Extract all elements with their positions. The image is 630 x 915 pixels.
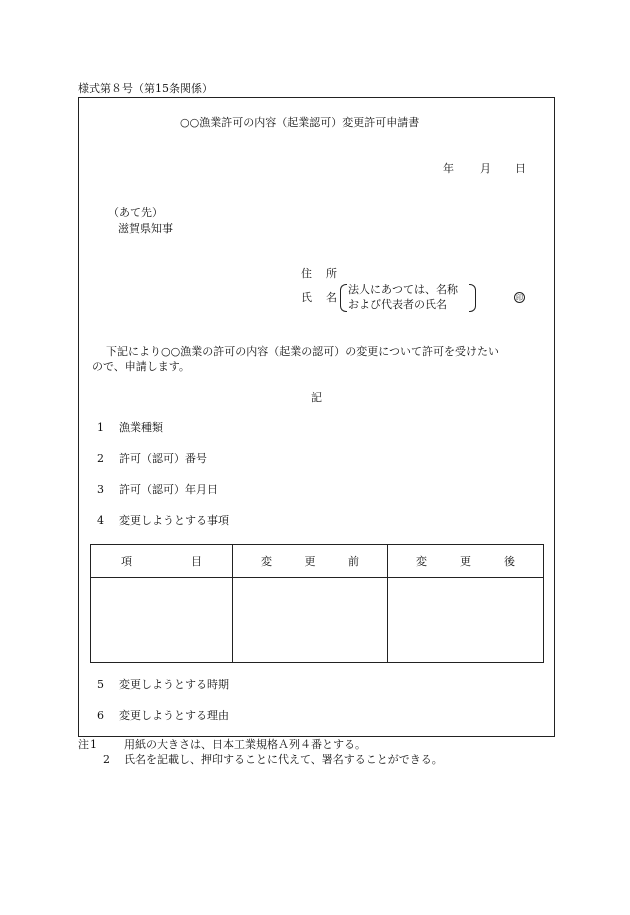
change-items-table	[90, 544, 544, 663]
date-year-label: 年	[443, 162, 454, 175]
body-line2: ので、申請します。	[92, 360, 190, 373]
header-item-char1: 項	[121, 555, 132, 568]
item-2-number: 2	[97, 452, 104, 465]
item-5-label: 変更しようとする時期	[119, 678, 229, 691]
cell-item[interactable]	[91, 578, 233, 663]
note-2-number: 2	[103, 753, 110, 766]
item-3-number: 3	[97, 483, 104, 496]
item-4-label: 変更しようとする事項	[119, 514, 229, 527]
table-row	[91, 578, 544, 663]
header-item	[91, 545, 233, 578]
item-3-label: 許可（認可）年月日	[119, 483, 218, 496]
note-2-text: 氏名を記載し、押印することに代えて、署名することができる。	[124, 753, 443, 766]
corp-note-line2: および代表者の氏名	[348, 298, 447, 311]
form-title: ○○漁業許可の内容（起業認可）変更許可申請書	[180, 116, 420, 129]
name-label-char2: 名	[326, 291, 337, 304]
notes-prefix: 注	[78, 738, 89, 751]
item-1-label: 漁業種類	[119, 421, 163, 434]
item-5-number: 5	[97, 678, 104, 691]
corp-note-line1: 法人にあつては、名称	[348, 283, 458, 296]
body-line1: 下記により○○漁業の許可の内容（起業の認可）の変更について許可を受けたい	[106, 345, 499, 358]
header-before-char2: 更	[304, 555, 316, 568]
header-after-char2: 更	[460, 555, 471, 568]
header-item-char2: 目	[191, 555, 202, 568]
header-after	[388, 545, 544, 578]
name-label-char1: 氏	[301, 291, 312, 304]
address-label-char2: 所	[326, 267, 337, 280]
table-header-row	[91, 545, 544, 578]
date-day-label: 日	[515, 162, 526, 175]
cell-after[interactable]	[388, 578, 544, 663]
addressee-name: 滋賀県知事	[118, 222, 173, 235]
corp-note-bracket-left	[340, 284, 347, 312]
header-before-char3: 前	[348, 555, 359, 568]
date-month-label: 月	[480, 162, 491, 175]
seal-mark: 印	[516, 294, 523, 302]
item-1-number: 1	[97, 421, 104, 434]
form-label: 様式第８号（第15条関係）	[78, 82, 213, 95]
item-4-number: 4	[97, 514, 104, 527]
cell-before[interactable]	[233, 578, 388, 663]
header-after-char1: 変	[416, 555, 427, 568]
header-before-char1: 変	[261, 555, 272, 568]
corp-note-bracket-right	[469, 284, 476, 312]
ki-heading: 記	[311, 391, 322, 404]
header-after-char3: 後	[504, 555, 515, 568]
addressee-label: （あて先）	[108, 206, 163, 219]
item-6-label: 変更しようとする理由	[119, 709, 229, 722]
item-2-label: 許可（認可）番号	[119, 452, 207, 465]
note-1-number: 1	[90, 738, 97, 751]
header-before	[233, 545, 388, 578]
item-6-number: 6	[97, 709, 104, 722]
address-label-char1: 住	[301, 267, 312, 280]
note-1-text: 用紙の大きさは、日本工業規格Ａ列４番とする。	[124, 738, 366, 751]
